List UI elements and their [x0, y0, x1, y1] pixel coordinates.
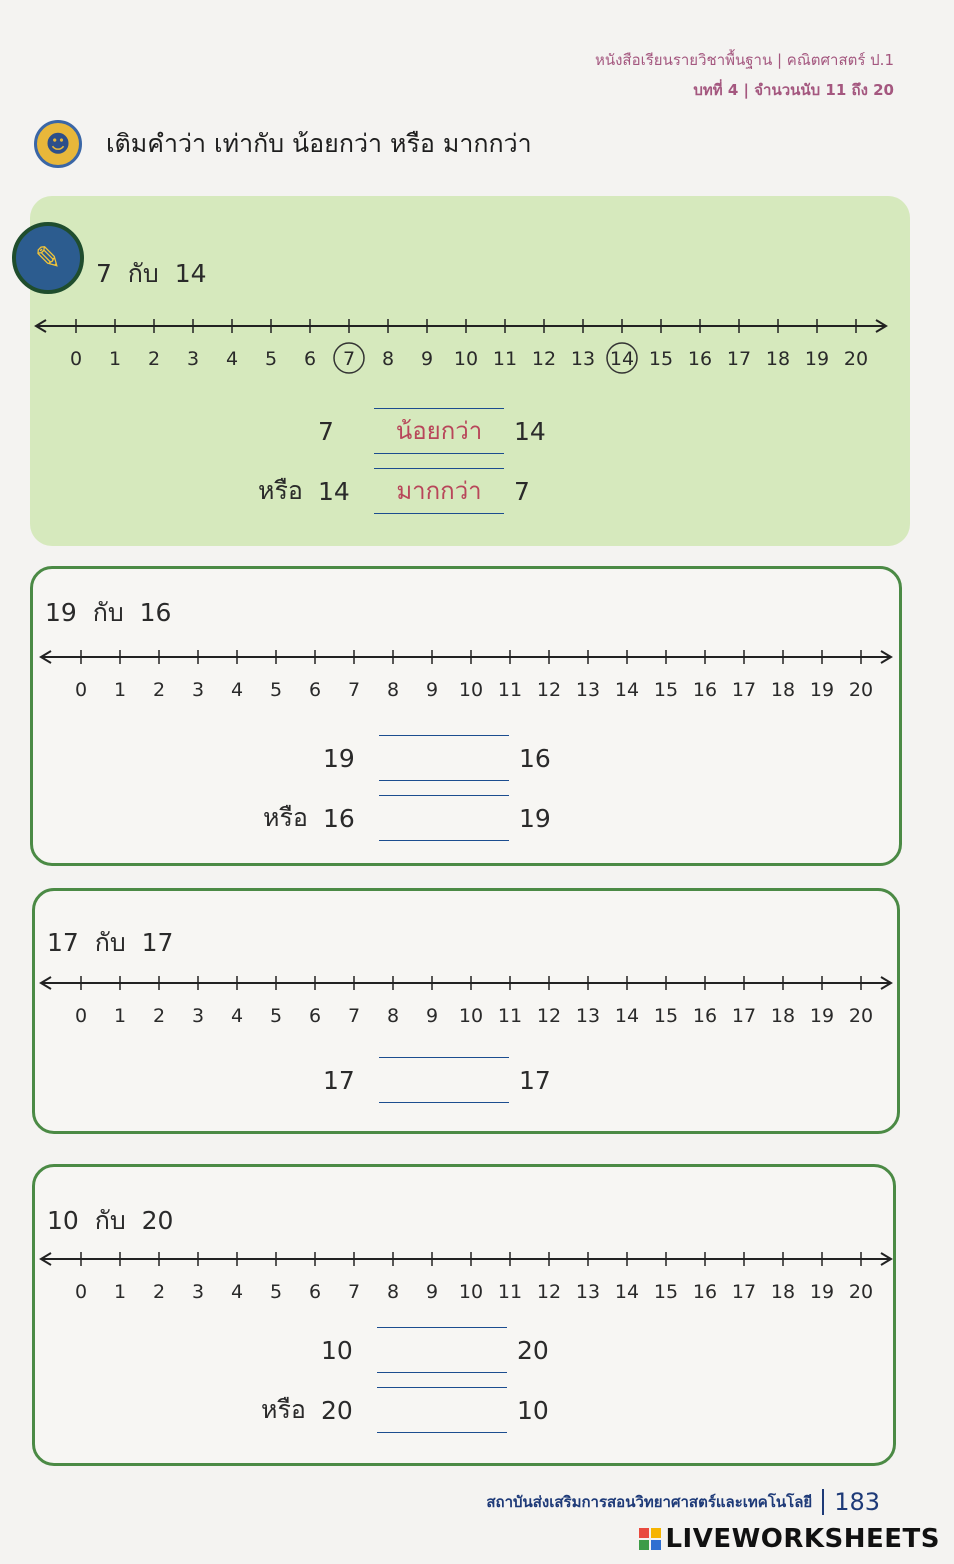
- tick-label: 15: [653, 1005, 679, 1027]
- tick-label: 13: [575, 679, 601, 701]
- tick-label: 6: [308, 1281, 322, 1303]
- answer-row-2: [263, 795, 565, 841]
- tick-label: 13: [575, 1281, 601, 1303]
- question-title: 10 กับ 20: [47, 1206, 174, 1235]
- chapter-title: บทที่ 4 | จำนวนนับ 11 ถึง 20: [693, 81, 894, 99]
- answer-blank[interactable]: [377, 1327, 507, 1373]
- tick-label: 9: [425, 1281, 439, 1303]
- answer-row-1: [318, 408, 560, 454]
- instruction: [34, 120, 532, 168]
- tick-label: 13: [575, 1005, 601, 1027]
- tick-label: 14: [614, 1005, 640, 1027]
- tick-label: 11: [492, 348, 518, 370]
- tick-label: 16: [692, 1005, 718, 1027]
- pencil-worksheet-icon: ✎: [12, 222, 84, 294]
- page-footer: [486, 1488, 880, 1516]
- liveworksheets-brand: [639, 1524, 940, 1554]
- tick-label: 12: [531, 348, 557, 370]
- tick-label: 3: [191, 1281, 205, 1303]
- answer-blank[interactable]: [377, 1387, 507, 1433]
- tick-label: 8: [386, 679, 400, 701]
- group-people-icon: ☻: [34, 120, 82, 168]
- tick-label: 8: [386, 1005, 400, 1027]
- example-title: 7 กับ 14: [96, 259, 207, 288]
- number-line: [41, 1247, 891, 1317]
- logo-square-blue: [651, 1540, 661, 1550]
- tick-label: 20: [848, 1281, 874, 1303]
- page-header: [595, 48, 894, 102]
- tick-label: 4: [230, 1281, 244, 1303]
- tick-label: 7: [342, 348, 356, 370]
- instruction-text: เติมคำว่า เท่ากับ น้อยกว่า หรือ มากกว่า: [106, 129, 532, 158]
- tick-label: 17: [731, 1005, 757, 1027]
- tick-label: 2: [152, 1005, 166, 1027]
- answer-row-1: [323, 1057, 565, 1103]
- tick-label: 3: [186, 348, 200, 370]
- tick-label: 14: [609, 348, 635, 370]
- tick-label: 14: [614, 1281, 640, 1303]
- number-line-svg: [41, 1247, 891, 1317]
- tick-label: 10: [458, 1281, 484, 1303]
- tick-label: 16: [692, 679, 718, 701]
- tick-label: 10: [458, 1005, 484, 1027]
- example-box: [30, 196, 910, 546]
- tick-label: 20: [848, 679, 874, 701]
- brand-name: LIVEWORKSHEETS: [665, 1524, 940, 1554]
- tick-label: 5: [269, 679, 283, 701]
- tick-label: 5: [269, 1281, 283, 1303]
- answer-blank[interactable]: [379, 1057, 509, 1103]
- tick-label: 11: [497, 1281, 523, 1303]
- tick-label: 16: [687, 348, 713, 370]
- number-line-svg: [41, 971, 891, 1041]
- tick-label: 20: [843, 348, 869, 370]
- question-box-3: [32, 1164, 896, 1466]
- tick-label: 10: [453, 348, 479, 370]
- tick-label: 9: [425, 679, 439, 701]
- tick-label: 18: [770, 1005, 796, 1027]
- tick-label: 1: [113, 679, 127, 701]
- tick-label: 4: [230, 679, 244, 701]
- tick-label: 8: [386, 1281, 400, 1303]
- institute-name: สถาบันส่งเสริมการสอนวิทยาศาสตร์และเทคโนโลยี: [486, 1493, 813, 1511]
- question-title: 17 กับ 17: [47, 928, 174, 957]
- answer-blank[interactable]: มากกว่า: [374, 468, 504, 514]
- left-number: 19: [323, 743, 355, 773]
- tick-label: 9: [425, 1005, 439, 1027]
- number-line-svg: [36, 314, 886, 384]
- tick-label: 7: [347, 1005, 361, 1027]
- answer-blank[interactable]: [379, 795, 509, 841]
- tick-label: 1: [108, 348, 122, 370]
- tick-label: 13: [570, 348, 596, 370]
- tick-label: 5: [269, 1005, 283, 1027]
- left-number: 7: [318, 416, 334, 446]
- or-label: หรือ: [261, 1395, 306, 1424]
- right-number: 10: [517, 1395, 549, 1425]
- answer-row-2: [261, 1387, 563, 1433]
- tick-label: 18: [770, 1281, 796, 1303]
- right-number: 17: [519, 1065, 551, 1095]
- tick-label: 9: [420, 348, 434, 370]
- left-number: 17: [323, 1065, 355, 1095]
- tick-label: 11: [497, 1005, 523, 1027]
- right-number: 16: [519, 743, 551, 773]
- tick-label: 19: [809, 1005, 835, 1027]
- footer-divider: [822, 1489, 824, 1515]
- tick-label: 6: [303, 348, 317, 370]
- tick-label: 12: [536, 1281, 562, 1303]
- book-title: หนังสือเรียนรายวิชาพื้นฐาน | คณิตศาสตร์ ป.1: [594, 51, 894, 69]
- tick-label: 17: [731, 679, 757, 701]
- number-line-svg: [41, 645, 891, 715]
- tick-label: 19: [809, 1281, 835, 1303]
- tick-label: 15: [648, 348, 674, 370]
- tick-label: 19: [809, 679, 835, 701]
- tick-label: 8: [381, 348, 395, 370]
- tick-label: 14: [614, 679, 640, 701]
- tick-label: 5: [264, 348, 278, 370]
- tick-label: 1: [113, 1281, 127, 1303]
- answer-row-1: [323, 735, 565, 781]
- left-number: 10: [321, 1335, 353, 1365]
- number-line: [41, 645, 891, 715]
- tick-label: 1: [113, 1005, 127, 1027]
- logo-square-green: [639, 1540, 649, 1550]
- tick-label: 20: [848, 1005, 874, 1027]
- liveworksheets-logo-icon: [639, 1528, 661, 1550]
- number-line: [41, 971, 891, 1041]
- tick-label: 4: [225, 348, 239, 370]
- tick-label: 12: [536, 1005, 562, 1027]
- tick-label: 17: [731, 1281, 757, 1303]
- or-label: หรือ: [258, 476, 303, 505]
- logo-square-yellow: [651, 1528, 661, 1538]
- tick-label: 2: [152, 679, 166, 701]
- tick-label: 18: [765, 348, 791, 370]
- tick-label: 6: [308, 679, 322, 701]
- tick-label: 2: [152, 1281, 166, 1303]
- tick-label: 0: [74, 1281, 88, 1303]
- tick-label: 0: [69, 348, 83, 370]
- tick-label: 2: [147, 348, 161, 370]
- page-number: 183: [834, 1488, 880, 1516]
- tick-label: 0: [74, 679, 88, 701]
- tick-label: 6: [308, 1005, 322, 1027]
- tick-label: 19: [804, 348, 830, 370]
- logo-square-red: [639, 1528, 649, 1538]
- number-line: [36, 314, 886, 384]
- right-number: 14: [514, 416, 546, 446]
- left-number: 16: [323, 803, 355, 833]
- tick-label: 15: [653, 679, 679, 701]
- right-number: 20: [517, 1335, 549, 1365]
- tick-label: 3: [191, 1005, 205, 1027]
- tick-label: 4: [230, 1005, 244, 1027]
- tick-label: 7: [347, 679, 361, 701]
- answer-blank[interactable]: [379, 735, 509, 781]
- tick-label: 18: [770, 679, 796, 701]
- tick-label: 15: [653, 1281, 679, 1303]
- answer-row-1: [321, 1327, 563, 1373]
- left-number: 14: [318, 476, 350, 506]
- question-box-1: [30, 566, 902, 866]
- tick-label: 16: [692, 1281, 718, 1303]
- answer-blank[interactable]: น้อยกว่า: [374, 408, 504, 454]
- tick-label: 10: [458, 679, 484, 701]
- tick-label: 17: [726, 348, 752, 370]
- or-label: หรือ: [263, 803, 308, 832]
- question-box-2: [32, 888, 900, 1134]
- right-number: 19: [519, 803, 551, 833]
- left-number: 20: [321, 1395, 353, 1425]
- question-title: 19 กับ 16: [45, 598, 172, 627]
- right-number: 7: [514, 476, 530, 506]
- tick-label: 0: [74, 1005, 88, 1027]
- tick-label: 12: [536, 679, 562, 701]
- tick-label: 3: [191, 679, 205, 701]
- tick-label: 11: [497, 679, 523, 701]
- answer-row-2: [258, 468, 560, 514]
- tick-label: 7: [347, 1281, 361, 1303]
